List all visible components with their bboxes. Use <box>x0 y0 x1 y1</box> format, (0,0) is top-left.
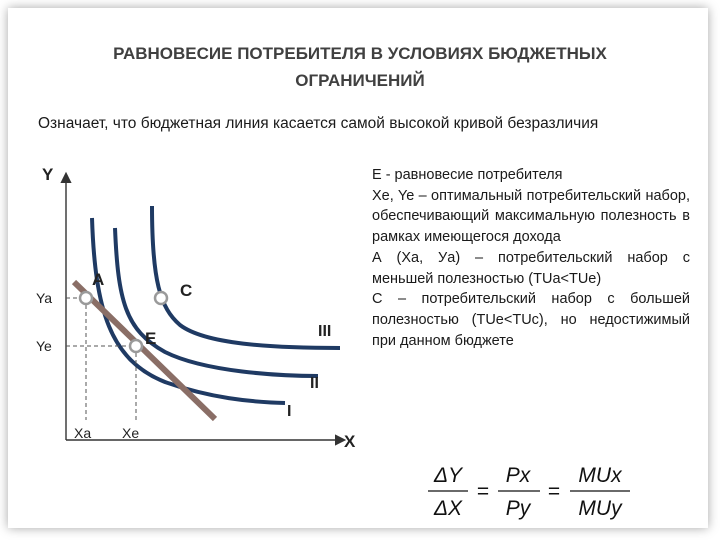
mrs-formula <box>423 456 643 526</box>
intro-text: Означает, что бюджетная линия касается самой высокой кривой безразличия <box>38 115 599 132</box>
formula-eq-2: = <box>547 480 561 503</box>
point-a-label: A <box>92 270 105 289</box>
formula-num-3: MUx <box>578 464 622 487</box>
budget-line <box>74 282 215 419</box>
curve-1-label: I <box>287 403 292 420</box>
title-line-2: ОГРАНИЧЕНИЙ <box>295 71 425 90</box>
indifference-curve-1 <box>92 218 285 403</box>
formula-num-2: Px <box>505 464 531 487</box>
formula-den-2: Py <box>505 497 531 520</box>
point-a-marker <box>80 292 92 304</box>
curve-3-label: III <box>318 323 332 340</box>
point-c-label: C <box>180 281 193 300</box>
explanation-line-3: А (Ха, Уа) – потребительский набор с меньшей полезностью (TUa<TUe) <box>372 249 690 287</box>
explanation-panel <box>372 165 690 351</box>
point-e-marker <box>130 340 142 352</box>
point-e-label: E <box>145 329 157 348</box>
xe-label: Xe <box>122 425 140 441</box>
y-axis-label: Y <box>42 165 54 184</box>
explanation-line-1: Е - равновесие потребителя <box>372 167 563 183</box>
formula-den-3: MUy <box>578 497 622 520</box>
title-line-1: РАВНОВЕСИЕ ПОТРЕБИТЕЛЯ В УСЛОВИЯХ БЮДЖЕТНЫХ <box>113 44 607 63</box>
curve-2-label: II <box>310 375 319 392</box>
explanation-line-2: Xe, Ye – оптимальный потребительский набор, обеспечивающий максимальную полезность в рамках имеющегося дохода <box>372 187 690 246</box>
point-c-marker <box>155 292 167 304</box>
formula-num-1: ΔY <box>433 464 463 487</box>
indifference-curve-3 <box>152 206 340 348</box>
x-axis-label: X <box>344 432 356 451</box>
formula-den-1: ΔX <box>433 497 463 520</box>
xa-label: Xa <box>74 425 92 441</box>
ye-label: Ye <box>36 338 52 354</box>
formula-eq-1: = <box>476 480 490 503</box>
explanation-line-4: С – потребительский набор с большей полезностью (TUe<TUc), но недостижимый при данном бюджете <box>372 291 690 349</box>
ya-label: Ya <box>36 290 53 306</box>
projection-lines <box>66 298 136 420</box>
